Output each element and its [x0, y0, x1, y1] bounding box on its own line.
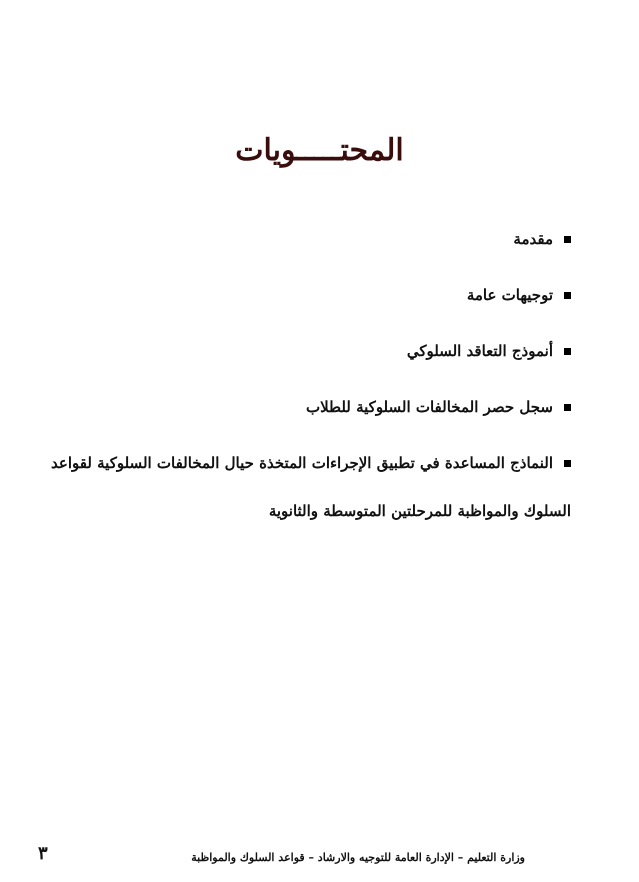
toc-item-label: توجيهات عامة	[466, 286, 553, 304]
toc-item-label-continuation: السلوك والمواظبة للمرحلتين المتوسطة والثانوية	[268, 502, 571, 520]
page-number: ٣	[38, 843, 48, 864]
square-bullet-icon	[564, 348, 571, 355]
square-bullet-icon	[564, 404, 571, 411]
table-of-contents	[51, 228, 571, 522]
square-bullet-icon	[564, 460, 571, 467]
toc-item-introduction	[51, 228, 571, 250]
page-footer	[0, 840, 639, 864]
toc-item-helper-forms	[51, 452, 571, 522]
toc-item-label: سجل حصر المخالفات السلوكية للطلاب	[305, 398, 553, 416]
footer-text: وزارة التعليم – الإدارة العامة للتوجيه والارشاد – قواعد السلوك والمواظبة	[191, 851, 525, 864]
toc-item-violations-register	[51, 396, 571, 418]
toc-item-label: النماذج المساعدة في تطبيق الإجراءات المتخذة حيال المخالفات السلوكية لقواعد	[51, 454, 553, 472]
toc-item-label-group	[51, 452, 571, 522]
square-bullet-icon	[564, 236, 571, 243]
toc-item-general-guidelines	[51, 284, 571, 306]
square-bullet-icon	[564, 292, 571, 299]
toc-item-label: أنموذج التعاقد السلوكي	[406, 342, 553, 360]
page-title: المحتـــــويات	[235, 133, 404, 168]
toc-item-behavioral-contract	[51, 340, 571, 362]
toc-item-label: مقدمة	[513, 230, 553, 248]
